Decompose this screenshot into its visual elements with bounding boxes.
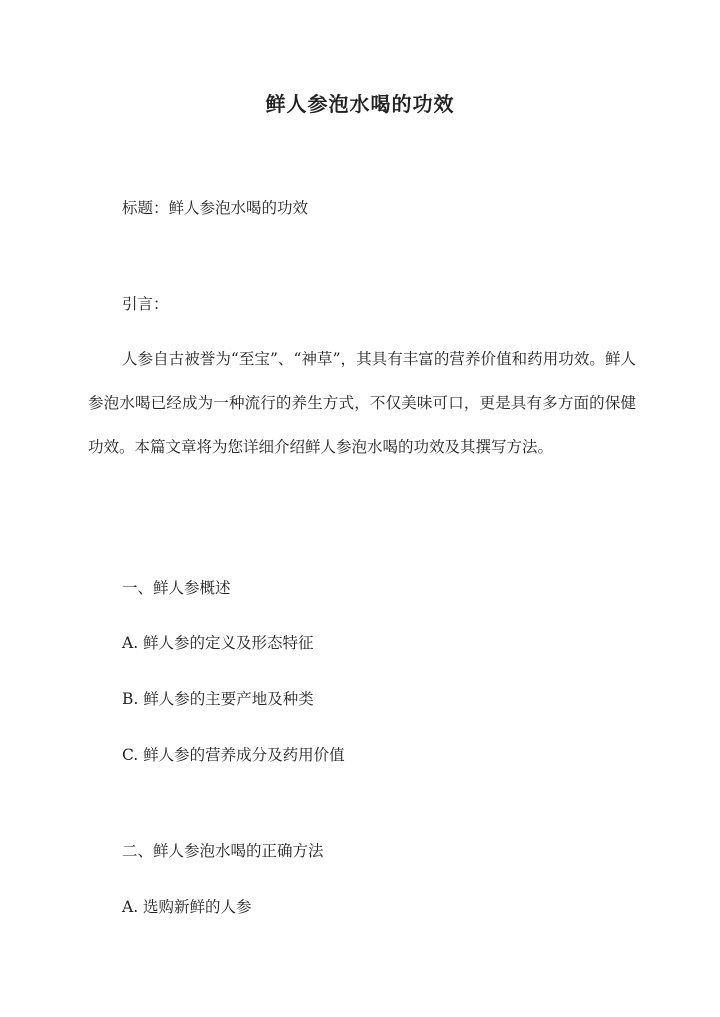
subtitle-line: 标题：鲜人参泡水喝的功效 (122, 199, 309, 217)
section-heading: 一、鲜人参概述 (122, 579, 231, 597)
list-item: C. 鲜人参的营养成分及药用价值 (122, 746, 345, 764)
list-item: B. 鲜人参的主要产地及种类 (122, 690, 314, 708)
list-item: A. 鲜人参的定义及形态特征 (122, 634, 314, 652)
intro-label: 引言： (122, 295, 169, 313)
list-item: A. 选购新鲜的人参 (122, 898, 252, 916)
intro-paragraph: 人参自古被誉为“至宝”、“神草”，其具有丰富的营养价值和药用功效。鲜人参泡水喝已经成为一种流行的养生方式，不仅美味可口，更是具有多方面的保健功效。本篇文章将为您详细介绍鲜人参泡水喝的功效及其撰写方法。 (88, 350, 636, 456)
section-heading: 二、鲜人参泡水喝的正确方法 (122, 842, 324, 860)
document-title: 鲜人参泡水喝的功效 (265, 92, 455, 116)
